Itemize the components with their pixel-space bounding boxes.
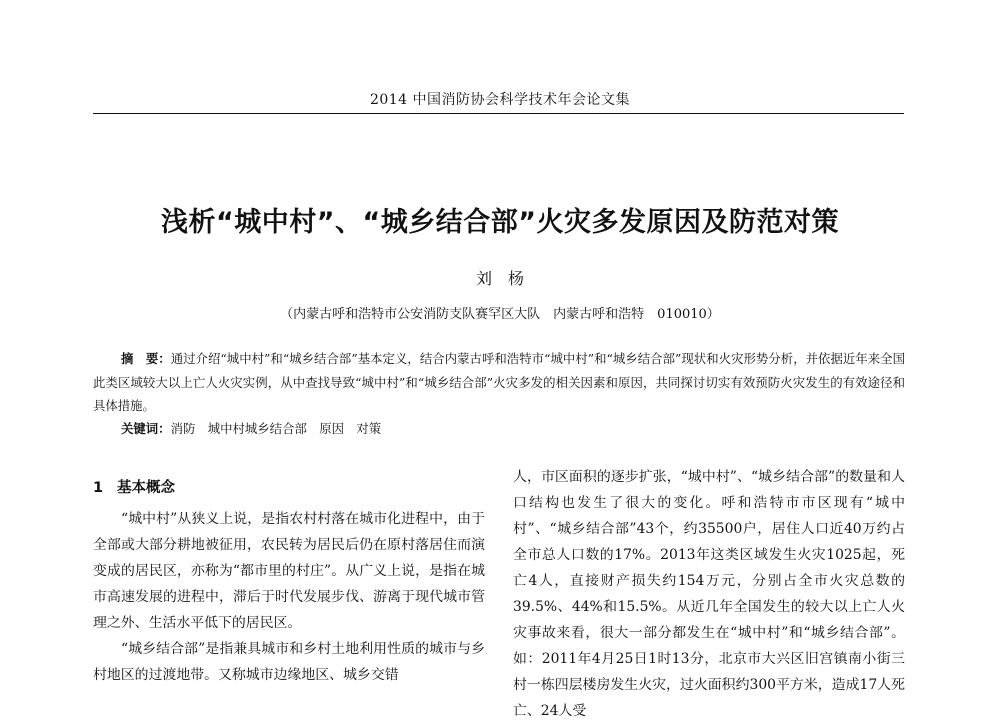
section-1-heading xyxy=(93,474,485,502)
keywords-text: 消防 城中村城乡结合部 原因 对策 xyxy=(170,421,382,436)
section-1-title: 基本概念 xyxy=(117,480,175,496)
left-column xyxy=(93,468,485,688)
running-header: 2014 中国消防协会科学技术年会论文集 xyxy=(369,92,631,108)
section-1-para-2: “城乡结合部”是指兼具城市和乡村土地利用性质的城市与乡村地区的过渡地带。又称城市边缘地区、城乡交错 xyxy=(93,641,485,683)
keywords-label: 关键词： xyxy=(121,421,171,436)
section-1-para-1: “城中村”从狭义上说，是指农村村落在城市化进程中，由于全部或大部分耕地被征用，农民转为居民后仍在原村落居住而演变成的居民区，亦称为“都市里的村庄”。从广义上说，是指在城市高速发展的进程中，滞后于时代发展步伐、游离于现代城市管理之外、生活水平低下的居民区。 xyxy=(93,511,485,631)
keywords xyxy=(121,417,901,440)
header-rule xyxy=(93,113,904,114)
author-affiliation: （内蒙古呼和浩特市公安消防支队赛罕区大队 内蒙古呼和浩特 010010） xyxy=(280,307,720,322)
paper-title: 浅析“城中村”、“城乡结合部”火灾多发原因及防范对策 xyxy=(161,207,839,238)
abstract-text: 通过介绍“城中村”和“城乡结合部”基本定义，结合内蒙古呼和浩特市“城中村”和“城乡结合部”现状和火灾形势分析，并依据近年来全国此类区域较大以上亡人火灾实例，从中查找导致“城中村”和“城乡结合部”火灾多发的相关因素和原因，共同探讨切实有效预防火灾发生的有效途径和具体措施。 xyxy=(93,351,905,413)
section-1-number: 1 xyxy=(93,480,104,496)
right-column xyxy=(513,464,905,724)
right-column-text: 人，市区面积的逐步扩张，“城中村”、“城乡结合部”的数量和人口结构也发生了很大的变化。呼和浩特市市区现有“城中村”、“城乡结合部”43个，约35500户，居住人口近40万约占全市总人口数的17%。2013年这类区域发生火灾1025起，死亡4人，直接财产损失约154万元，分别占全市火灾总数的39.5%、44%和15.5%。从近几年全国发生的较大以上亡人火灾事故来看，很大一部分都发生在“城中村”和“城乡结合部”。如：2011年4月25日1时13分，北京市大兴区旧宫镇南小街三村一栋四层楼房发生火灾，过火面积约300平方米，造成17人死亡、24人受 xyxy=(513,469,905,719)
abstract xyxy=(93,347,905,418)
abstract-label: 摘 要： xyxy=(121,351,171,366)
author-name: 刘杨 xyxy=(475,269,540,288)
